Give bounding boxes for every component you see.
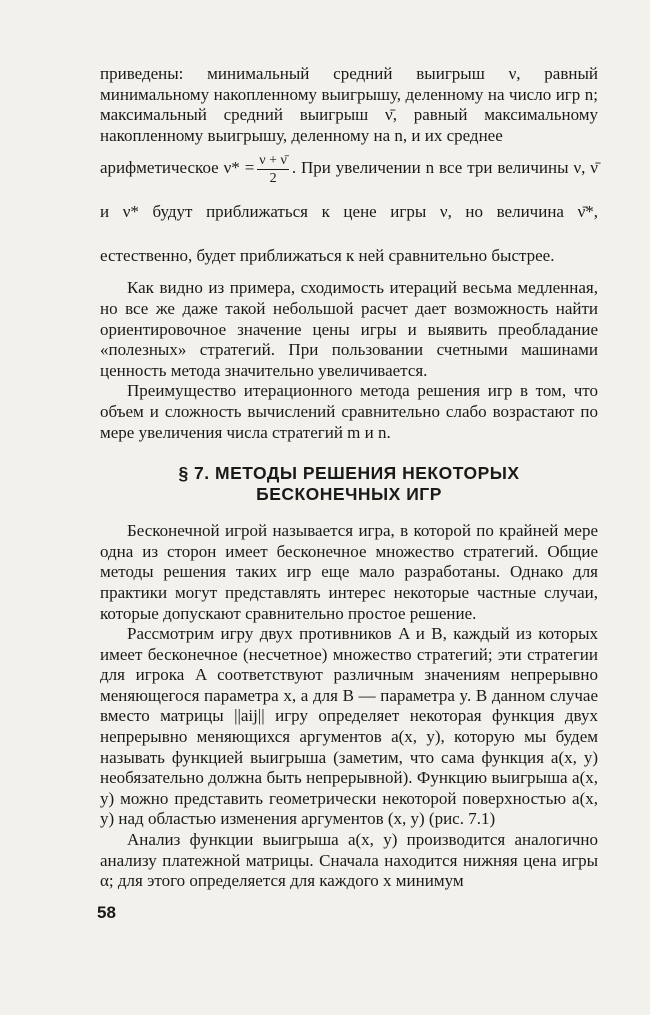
fraction-numerator: ν + ν̄ [259,152,287,168]
page-body [100,64,598,892]
paragraph-convergence: Как видно из примера, сходимость итераций весьма медленная, но все же даже такой небольшой расчет дает возможность найти ориентировочное значение цены игры и выявить преобладание «полезных» стратегий. При пользовании счетными машинами ценность метода значительно увеличивается. [100,278,598,380]
fraction [257,152,289,187]
section-heading [100,463,598,505]
section-heading-line-2: БЕСКОНЕЧНЫХ ИГР [256,484,442,505]
section-heading-line-1: § 7. МЕТОДЫ РЕШЕНИЯ НЕКОТОРЫХ [178,463,520,484]
paragraph-two-players: Рассмотрим игру двух противников A и B, каждый из которых имеет бесконечное (несчетное) множество стратегий; эти стратегии для игрока A соответствуют различным значениям непрерывно меняющегося параметра x, а для B — параметра y. В данном случае вместо матрицы ||aij|| игру определяет некоторая функция двух непрерывно меняющихся аргументов a(x, y), которую мы будем называть функцией выигрыша (заметим, что сама функция a(x, y) необязательно должна быть непрерывной). Функцию выигрыша a(x, y) можно представить геометрически некоторой поверхностью a(x, y) над областью изменения аргументов (x, y) (рис. 7.1) [100,624,598,829]
fraction-denominator: 2 [269,170,277,186]
paragraph-definition: Бесконечной игрой называется игра, в которой по крайней мере одна из сторон имеет бесконечное множество стратегий. Общие методы решения таких игр еще мало разработаны. Однако для практики могут представлять интерес некоторые частные случаи, которые допускают сравнительно простое решение. [100,521,598,623]
paragraph-advantage: Преимущество итерационного метода решения игр в том, что объем и сложность вычислений сравнительно слабо возрастают по мере увеличения числа стратегий m и n. [100,381,598,442]
paragraph-analysis: Анализ функции выигрыша a(x, y) производится аналогично анализу платежной матрицы. Сначала находится нижняя цена игры α; для этого определяется для каждого x минимум [100,830,598,891]
paragraph-intro: приведены: минимальный средний выигрыш ν, равный минимальному накопленному выигрышу, деленному на число игр n; максимальный средний выигрыш ν̄, равный максимальному накопленному выигрышу, деленному на n, и их среднее [100,64,598,145]
formula-prefix: арифметическое ν* = [100,158,255,178]
formula-suffix: . При увеличении n все три величины ν, ν̄ и ν* будут приближаться к цене игры ν, но величина ν̄*, естественно, будет приближаться к ней сравнительно быстрее. [100,158,598,266]
page-number: 58 [97,903,116,922]
paragraph-formula [100,146,598,278]
